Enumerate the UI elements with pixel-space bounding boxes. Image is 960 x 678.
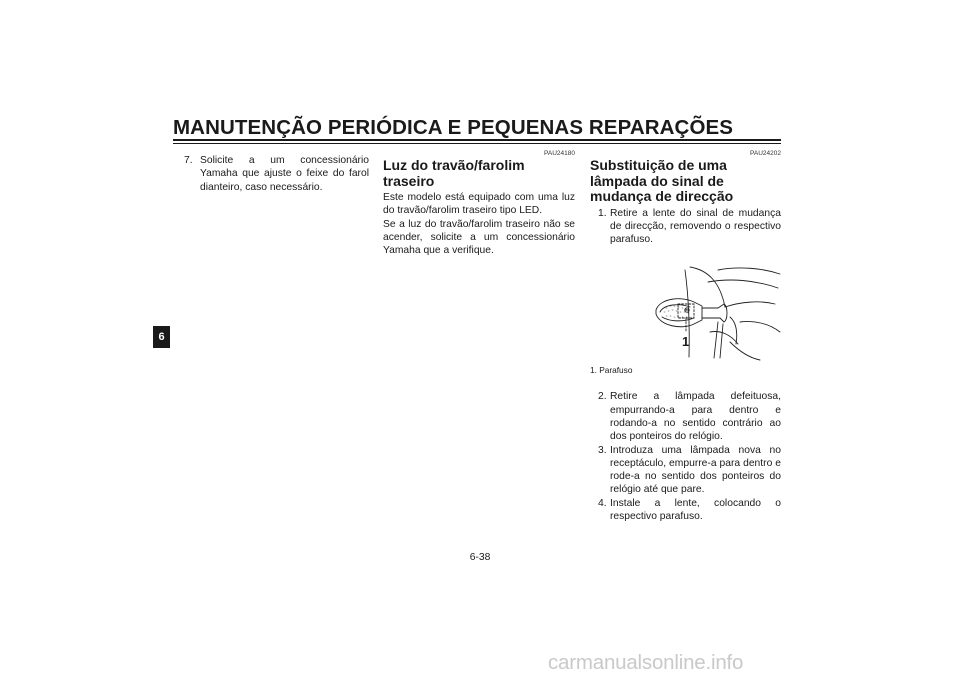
list-text: Solicite a um concessionário Yamaha que ajuste o feixe do farol dianteiro, caso necessário. bbox=[200, 155, 369, 193]
column-1 bbox=[184, 154, 369, 194]
list-number: 3. bbox=[598, 444, 607, 456]
figure-callout-1: 1 bbox=[682, 334, 690, 350]
watermark: carmanualsonline.info bbox=[548, 651, 744, 674]
list-number: 4. bbox=[598, 497, 607, 509]
section-heading-brake-light: Luz do travão/farolim traseiro bbox=[383, 157, 525, 189]
list-text: Retire a lente do sinal de mudança de direcção, removendo o respectivo parafuso. bbox=[610, 207, 781, 246]
page-number: 6-38 bbox=[469, 552, 491, 563]
title-rule-thick bbox=[173, 139, 781, 141]
section-heading-turn-signal: Substituição de uma lâmpada do sinal de mudança de direcção bbox=[590, 157, 734, 204]
list-item-1 bbox=[590, 207, 781, 247]
paragraph: Se a luz do travão/farolim traseiro não se acender, solicite a um concessionário Yamaha que a verifique. bbox=[383, 218, 575, 257]
turn-signal-drawing bbox=[590, 262, 781, 362]
section-code: PAU24202 bbox=[750, 150, 781, 157]
list-text: Introduza uma lâmpada nova no receptáculo, empurre-a para dentro e rode-a no sentido dos ponteiros do relógio até que pare. bbox=[610, 444, 781, 496]
list-number: 2. bbox=[598, 391, 607, 403]
list-text: Instale a lente, colocando o respectivo parafuso. bbox=[610, 497, 781, 523]
list-number: 7. bbox=[184, 155, 193, 166]
figure-caption: 1. Parafuso bbox=[590, 365, 633, 376]
paragraph: Este modelo está equipado com uma luz do travão/farolim traseiro tipo LED. bbox=[383, 192, 575, 217]
page-title: MANUTENÇÃO PERIÓDICA E PEQUENAS REPARAÇÕES bbox=[173, 116, 734, 139]
turn-signal-illustration bbox=[590, 262, 781, 362]
list-number: 1. bbox=[598, 207, 607, 219]
title-rule-thin bbox=[173, 143, 781, 144]
list-item-4 bbox=[590, 497, 781, 524]
column-2 bbox=[383, 150, 575, 257]
chapter-tab: 6 bbox=[153, 326, 170, 348]
list-text: Retire a lâmpada defeituosa, empurrando-a para dentro e rodando-a no sentido contrário ao dos ponteiros do relógio. bbox=[610, 391, 781, 443]
column-3 bbox=[590, 150, 781, 523]
list-item-7 bbox=[184, 154, 369, 194]
section-code: PAU24180 bbox=[544, 150, 575, 157]
list-item-3 bbox=[590, 444, 781, 497]
list-item-2 bbox=[590, 390, 781, 443]
